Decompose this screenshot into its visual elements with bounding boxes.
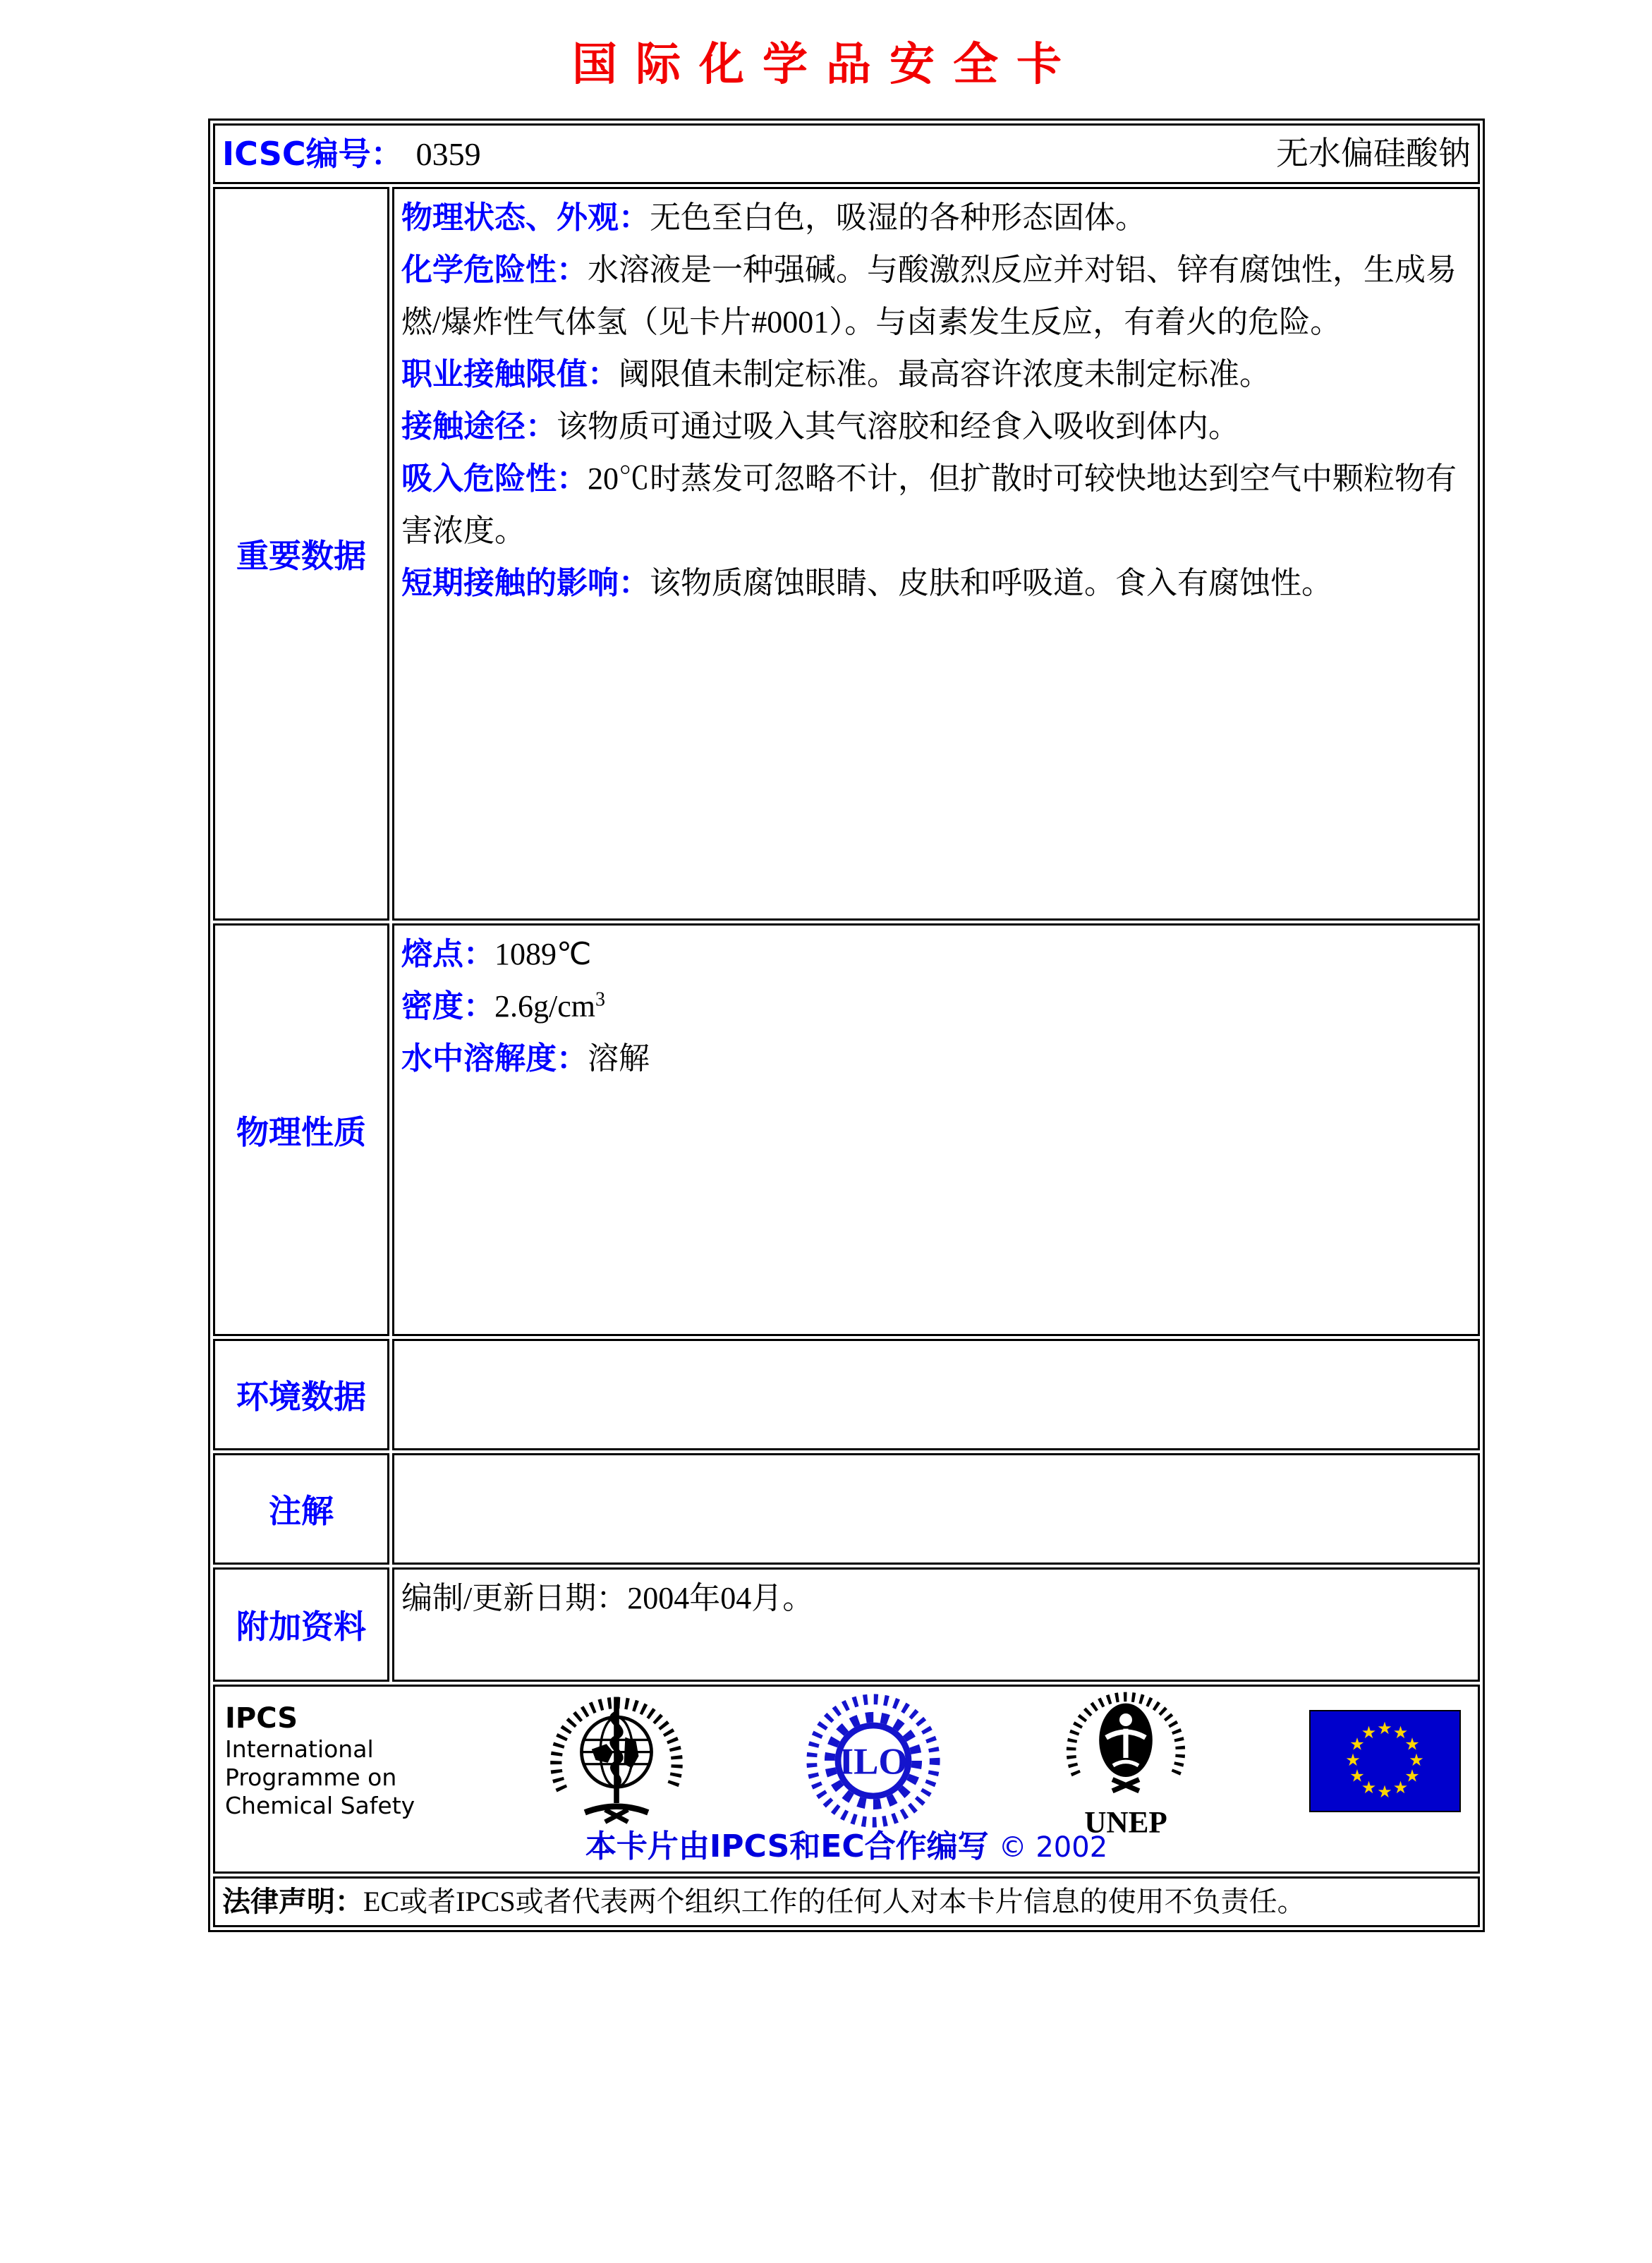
data-item [401, 401, 1471, 453]
item-text: 阈限值未制定标准。最高容许浓度未制定标准。 [619, 357, 1270, 392]
section-label-notes: 注解 [213, 1453, 389, 1565]
item-superscript: 3 [595, 988, 605, 1011]
item-text: 20℃时蒸发可忽略不计，但扩散时可较快地达到空气中颗粒物有害浓度。 [401, 461, 1457, 548]
item-label: 短期接触的影响： [401, 565, 650, 601]
item-text: 1089℃ [494, 937, 592, 971]
section-label-additional-info: 附加资料 [213, 1567, 389, 1682]
card-table [208, 119, 1485, 1932]
svg-text:★: ★ [1377, 1719, 1392, 1738]
svg-text:★: ★ [1409, 1751, 1424, 1770]
data-item [401, 928, 1471, 981]
ipcs-line: International [225, 1735, 374, 1763]
important-data-row [213, 187, 1480, 921]
environmental-data-content [392, 1339, 1480, 1450]
icsc-number-group [222, 133, 481, 176]
icsc-label: ICSC编号： [222, 134, 403, 173]
chemical-name: 无水偏硅酸钠 [1276, 135, 1471, 171]
item-text: 2.6g/cm [494, 989, 595, 1024]
item-label: 水中溶解度： [401, 1041, 588, 1076]
item-label: 职业接触限值： [401, 356, 619, 392]
item-label: 物理状态、外观： [401, 200, 650, 236]
data-item [401, 981, 1471, 1033]
data-item [401, 192, 1471, 244]
ilo-icon [804, 1692, 942, 1830]
item-text: 水溶液是一种强碱。与酸激烈反应并对铝、锌有腐蚀性，生成易燃/爆炸性气体氢（见卡片#0001）。与卤素发生反应，有着火的危险。 [401, 253, 1457, 339]
svg-text:★: ★ [1377, 1783, 1392, 1802]
copyright-text: © 2002 [998, 1831, 1108, 1864]
legal-cell [213, 1876, 1480, 1927]
credit-line [215, 1821, 1478, 1866]
svg-text:★: ★ [1361, 1723, 1377, 1742]
additional-info-row [213, 1567, 1480, 1682]
data-item [401, 557, 1471, 609]
ipcs-block [225, 1701, 430, 1820]
svg-text:★: ★ [1404, 1767, 1420, 1785]
icsc-number: 0359 [415, 135, 481, 172]
data-item [401, 244, 1471, 348]
logos-cell [213, 1685, 1480, 1874]
additional-info-content [392, 1567, 1480, 1682]
section-label-environmental-data: 环境数据 [213, 1339, 389, 1450]
svg-text:★: ★ [1392, 1778, 1409, 1797]
item-text: 该物质腐蚀眼睛、皮肤和呼吸道。食入有腐蚀性。 [650, 566, 1332, 600]
svg-text:★: ★ [1404, 1735, 1420, 1754]
page-title: 国际化学品安全卡 [572, 39, 1080, 91]
credit-text: 本卡片由IPCS和EC合作编写 [585, 1828, 989, 1864]
date-line: 编制/更新日期：2004年04月。 [401, 1581, 814, 1615]
data-item [401, 453, 1471, 557]
data-item [401, 1033, 1471, 1085]
item-label: 化学危险性： [401, 252, 588, 288]
svg-text:★: ★ [1392, 1723, 1409, 1742]
ipcs-acronym: IPCS [225, 1702, 298, 1735]
notes-row [213, 1453, 1480, 1565]
environmental-data-row [213, 1339, 1480, 1450]
who-icon [546, 1690, 687, 1831]
svg-text:★: ★ [1349, 1735, 1365, 1754]
svg-text:★: ★ [1345, 1751, 1361, 1770]
section-label-physical-properties: 物理性质 [213, 923, 389, 1336]
svg-text:★: ★ [1349, 1767, 1365, 1785]
item-label: 熔点： [401, 936, 494, 972]
physical-properties-content [392, 923, 1480, 1336]
item-text: 溶解 [588, 1041, 650, 1076]
section-label-important-data: 重要数据 [213, 187, 389, 921]
eu-flag-icon [1309, 1710, 1461, 1812]
item-label: 接触途径： [401, 408, 557, 444]
physical-properties-row [213, 923, 1480, 1336]
item-text: 该物质可通过吸入其气溶胶和经食入吸收到体内。 [557, 409, 1239, 444]
item-label: 吸入危险性： [401, 461, 588, 497]
important-data-content [392, 187, 1480, 921]
ipcs-line: Chemical Safety [225, 1792, 415, 1819]
legal-label: 法律声明： [222, 1886, 363, 1918]
legal-text: EC或者IPCS或者代表两个组织工作的任何人对本卡片信息的使用不负责任。 [363, 1886, 1306, 1917]
item-label: 密度： [401, 988, 494, 1024]
unep-icon [1059, 1682, 1193, 1840]
logos-row [213, 1685, 1480, 1874]
data-item [401, 348, 1471, 401]
header-cell [213, 123, 1480, 184]
icsc-card [208, 119, 1485, 1932]
notes-content [392, 1453, 1480, 1565]
ipcs-line: Programme on [225, 1764, 397, 1791]
svg-text:★: ★ [1361, 1778, 1377, 1797]
item-text: 无色至白色，吸湿的各种形态固体。 [650, 200, 1146, 235]
header-row [213, 123, 1480, 184]
unep-text: UNEP [1083, 1805, 1167, 1839]
ilo-text: ILO [838, 1741, 908, 1783]
legal-row [213, 1876, 1480, 1927]
